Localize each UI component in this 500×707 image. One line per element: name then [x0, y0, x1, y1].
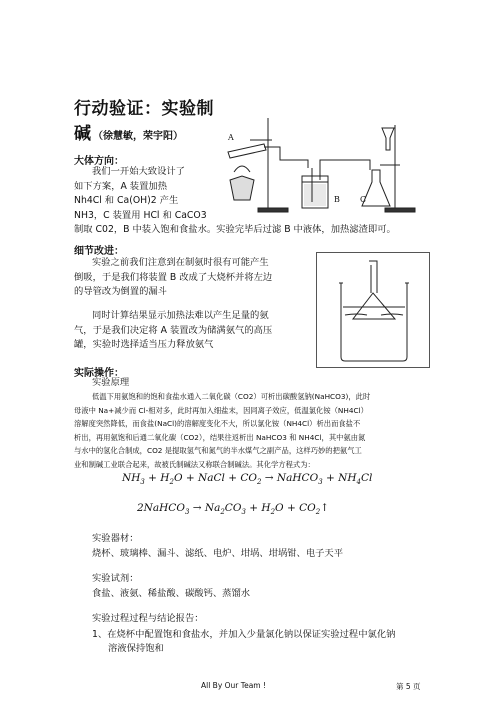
principle-line: 溶解度突然降低，而食盐(NaCl)的溶解度变化不大，所以氯化铵（NH4Cl）析出而食盐不: [74, 419, 361, 428]
improve-line: 气，于是我们决定将 A 装置改为储满氨气的高压: [74, 324, 273, 336]
principle-line: 与水中的氢化合制成，CO2 是提取氢气和氮气的半水煤气之副产品，这样巧妙的把氨气工: [74, 446, 362, 455]
direction-line: 我们一开始大致设计了: [92, 166, 185, 177]
equation-1: $NH_3 + H_2O$ + NaCl + $CO_2$ → NaHCO$_3$ + $NH_4Cl$: [122, 472, 373, 487]
principle-title: 实验原理: [92, 377, 130, 388]
improve-line: 同时计算结果显示加热法难以产生足量的氨: [92, 310, 269, 321]
improve-line: 倒吸，于是我们将装置 B 改成了大烧杯并将左边: [74, 271, 273, 283]
funnel-figure: [316, 252, 430, 368]
direction-line: NH3，C 装置用 HCl 和 CaCO3: [74, 209, 207, 221]
improve-heading: 细节改进：: [74, 246, 124, 257]
gas-tube: [369, 261, 377, 293]
improve-para-2: [74, 309, 314, 353]
principle-line: 业和制碱工业联合起来，故被氏制碱法又称联合制碱法。其化学方程式为：: [74, 459, 315, 469]
authors: （徐慧敏，荣宇阳）: [93, 131, 183, 142]
page-title-continued: [74, 119, 183, 144]
label-c: C: [360, 195, 367, 204]
title-text: 碱: [74, 124, 91, 144]
improve-line: 罐，实验时选择适当压力释放氨气: [74, 339, 214, 350]
separatory-funnel-c: [382, 128, 394, 150]
process-title: 实验过程过程与结论报告：: [92, 613, 204, 624]
inverted-funnel: [353, 293, 395, 319]
label-b: B: [334, 195, 340, 204]
direction-line: 如下方案，A 装置加热: [74, 180, 167, 192]
direction-line: Nh4Cl 和 Ca(OH)2 产生: [74, 195, 179, 206]
improve-line: 实验之前我们注意到在制氨时很有可能产生: [92, 257, 269, 268]
test-tube-a: [228, 144, 266, 158]
direction-text: [74, 165, 434, 238]
reagents-title: 实验试剂：: [92, 573, 139, 584]
footer-page-number: 第 5 页: [396, 682, 421, 691]
principle-line: 母液中 Na+减少而 Cl-相对多，此时再加入细盐末，因同离子效应，低温氯化铵（NH4Cl）: [74, 405, 368, 415]
process-item: 1、在烧杯中配置饱和食盐水，并加入少量氯化钠以保证实验过程中氯化钠: [92, 629, 396, 640]
process-item: 溶液保持饱和: [108, 643, 164, 654]
principle-line: 低温下用氨饱和的饱和食盐水通入二氧化碳（CO2）可析出碳酸氢钠(NaHCO3)，此时: [92, 392, 371, 401]
principle-text: [74, 390, 442, 471]
improve-line: 的导管改为倒置的漏斗: [74, 286, 167, 297]
improve-para-1: [74, 256, 314, 300]
page-title: 行动验证：实验制: [74, 99, 214, 119]
reagents-list: 食盐、液氨、稀盐酸、碳酸钙、蒸馏水: [92, 588, 251, 599]
equation-2: 2NaHCO$_3$ → $Na_2CO_3 + H_2O$ + $CO_2↑$: [137, 502, 330, 517]
direction-line: 制取 C02，B 中装入饱和食盐水。实验完毕后过滤 B 中液体，加热滤渣即可。: [74, 224, 396, 235]
footer-team: All By Our Team !: [201, 681, 266, 690]
direction-heading: 大体方向：: [74, 156, 124, 167]
equipment-title: 实验器材：: [92, 533, 139, 544]
label-a: A: [228, 133, 234, 142]
inverted-funnel-beaker: [317, 253, 429, 367]
operation-heading: 实际操作：: [74, 368, 124, 379]
equipment-list: 烧杯、玻璃棒、漏斗、滤纸、电炉、坩埚、坩埚钳、电子天平: [92, 548, 344, 559]
principle-line: 析出，再用氨饱和后通二氧化碳（CO2），结果往返析出 NaHCO3 和 NH4Cl，其中氨由氮: [74, 432, 366, 442]
